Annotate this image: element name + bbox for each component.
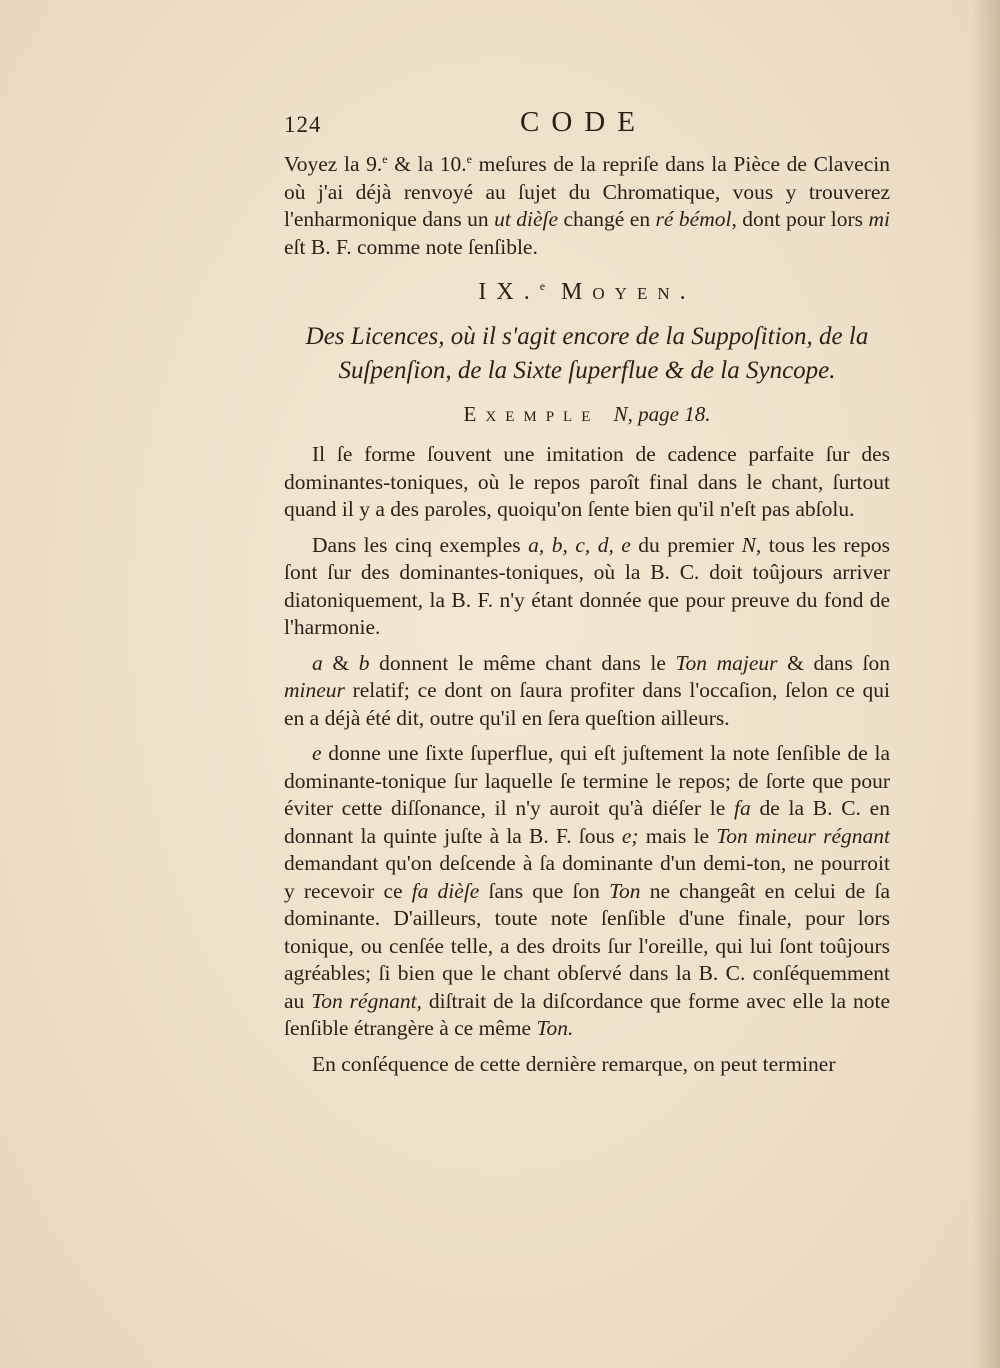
page-edge-shadow <box>972 0 1000 1368</box>
paragraph-5: e donne une ſixte ſuperflue, qui eſt juſtement la note ſenſible de la dominante-tonique ſur laquelle ſe termine le repos; de ſorte que pour éviter cette diſſonance, il n'y auroit qu'à diéſer le fa de la B. C. en donnant la quinte juſte à la B. F. ſous e; mais le Ton mineur régnant demandant qu'on deſcende à ſa dominante d'un demi-ton, ne pourroit y recevoir ce fa dièſe ſans que ſon Ton ne changeât en celui de ſa dominante. D'ailleurs, toute note ſenſible d'une finale, pour lors tonique, ou cenſée telle, a des droits ſur l'oreille, qui lui ſont toûjours agréables; ſi bien que le chant obſervé dans la B. C. conſéquemment au Ton régnant, diſtrait de la diſcordance que forme avec elle la note ſenſible étrangère à ce même Ton. <box>284 741 890 1041</box>
paragraph-6: En conſéquence de cette dernière remarque, on peut terminer <box>312 1051 836 1076</box>
chapter-title: Des Licences, où il s'agit encore de la Suppoſition, de la Suſpenſion, de la Sixte ſuperflue & de la Syncope. <box>305 323 869 385</box>
running-title: CODE <box>520 106 647 138</box>
paragraph-3: Dans les cinq exemples a, b, c, d, e du premier N, tous les repos ſont ſur des dominantes-toniques, où la B. C. doit toûjours arriver diatoniquement, la B. F. n'y étant donnée que pour preuve du fond de l'harmonie. <box>284 532 890 640</box>
paragraph-2: Il ſe forme ſouvent une imitation de cadence parfaite ſur des dominantes-toniques, où le repos paroît final dans le chant, ſurtout quand il y a des paroles, quoiqu'on ſente bien qu'il n'eſt pas abſolu. <box>284 442 890 522</box>
page-number: 124 <box>284 112 322 137</box>
chapter-heading: IX.$^e$ Moyen. <box>478 279 696 306</box>
page-header <box>284 106 890 146</box>
text-block <box>284 106 890 1078</box>
paragraph-1: Voyez la 9.$^e$ & la 10.$^e$ meſures de la repriſe dans la Pièce de Clavecin où j'ai déjà renvoyé au ſujet du Chromatique, vous y trouverez l'enharmonique dans un ut dièſe changé en ré bémol, dont pour lors mi eſt B. F. comme note ſenſible. <box>284 152 890 259</box>
paragraph-4: a & b donnent le même chant dans le Ton majeur & dans ſon mineur relatif; ce dont on ſaura profiter dans l'occaſion, ſelon ce qui en a déjà été dit, outre qu'il en ſera queſtion ailleurs. <box>284 650 890 730</box>
example-heading: Exemple N, page 18. <box>463 402 711 427</box>
